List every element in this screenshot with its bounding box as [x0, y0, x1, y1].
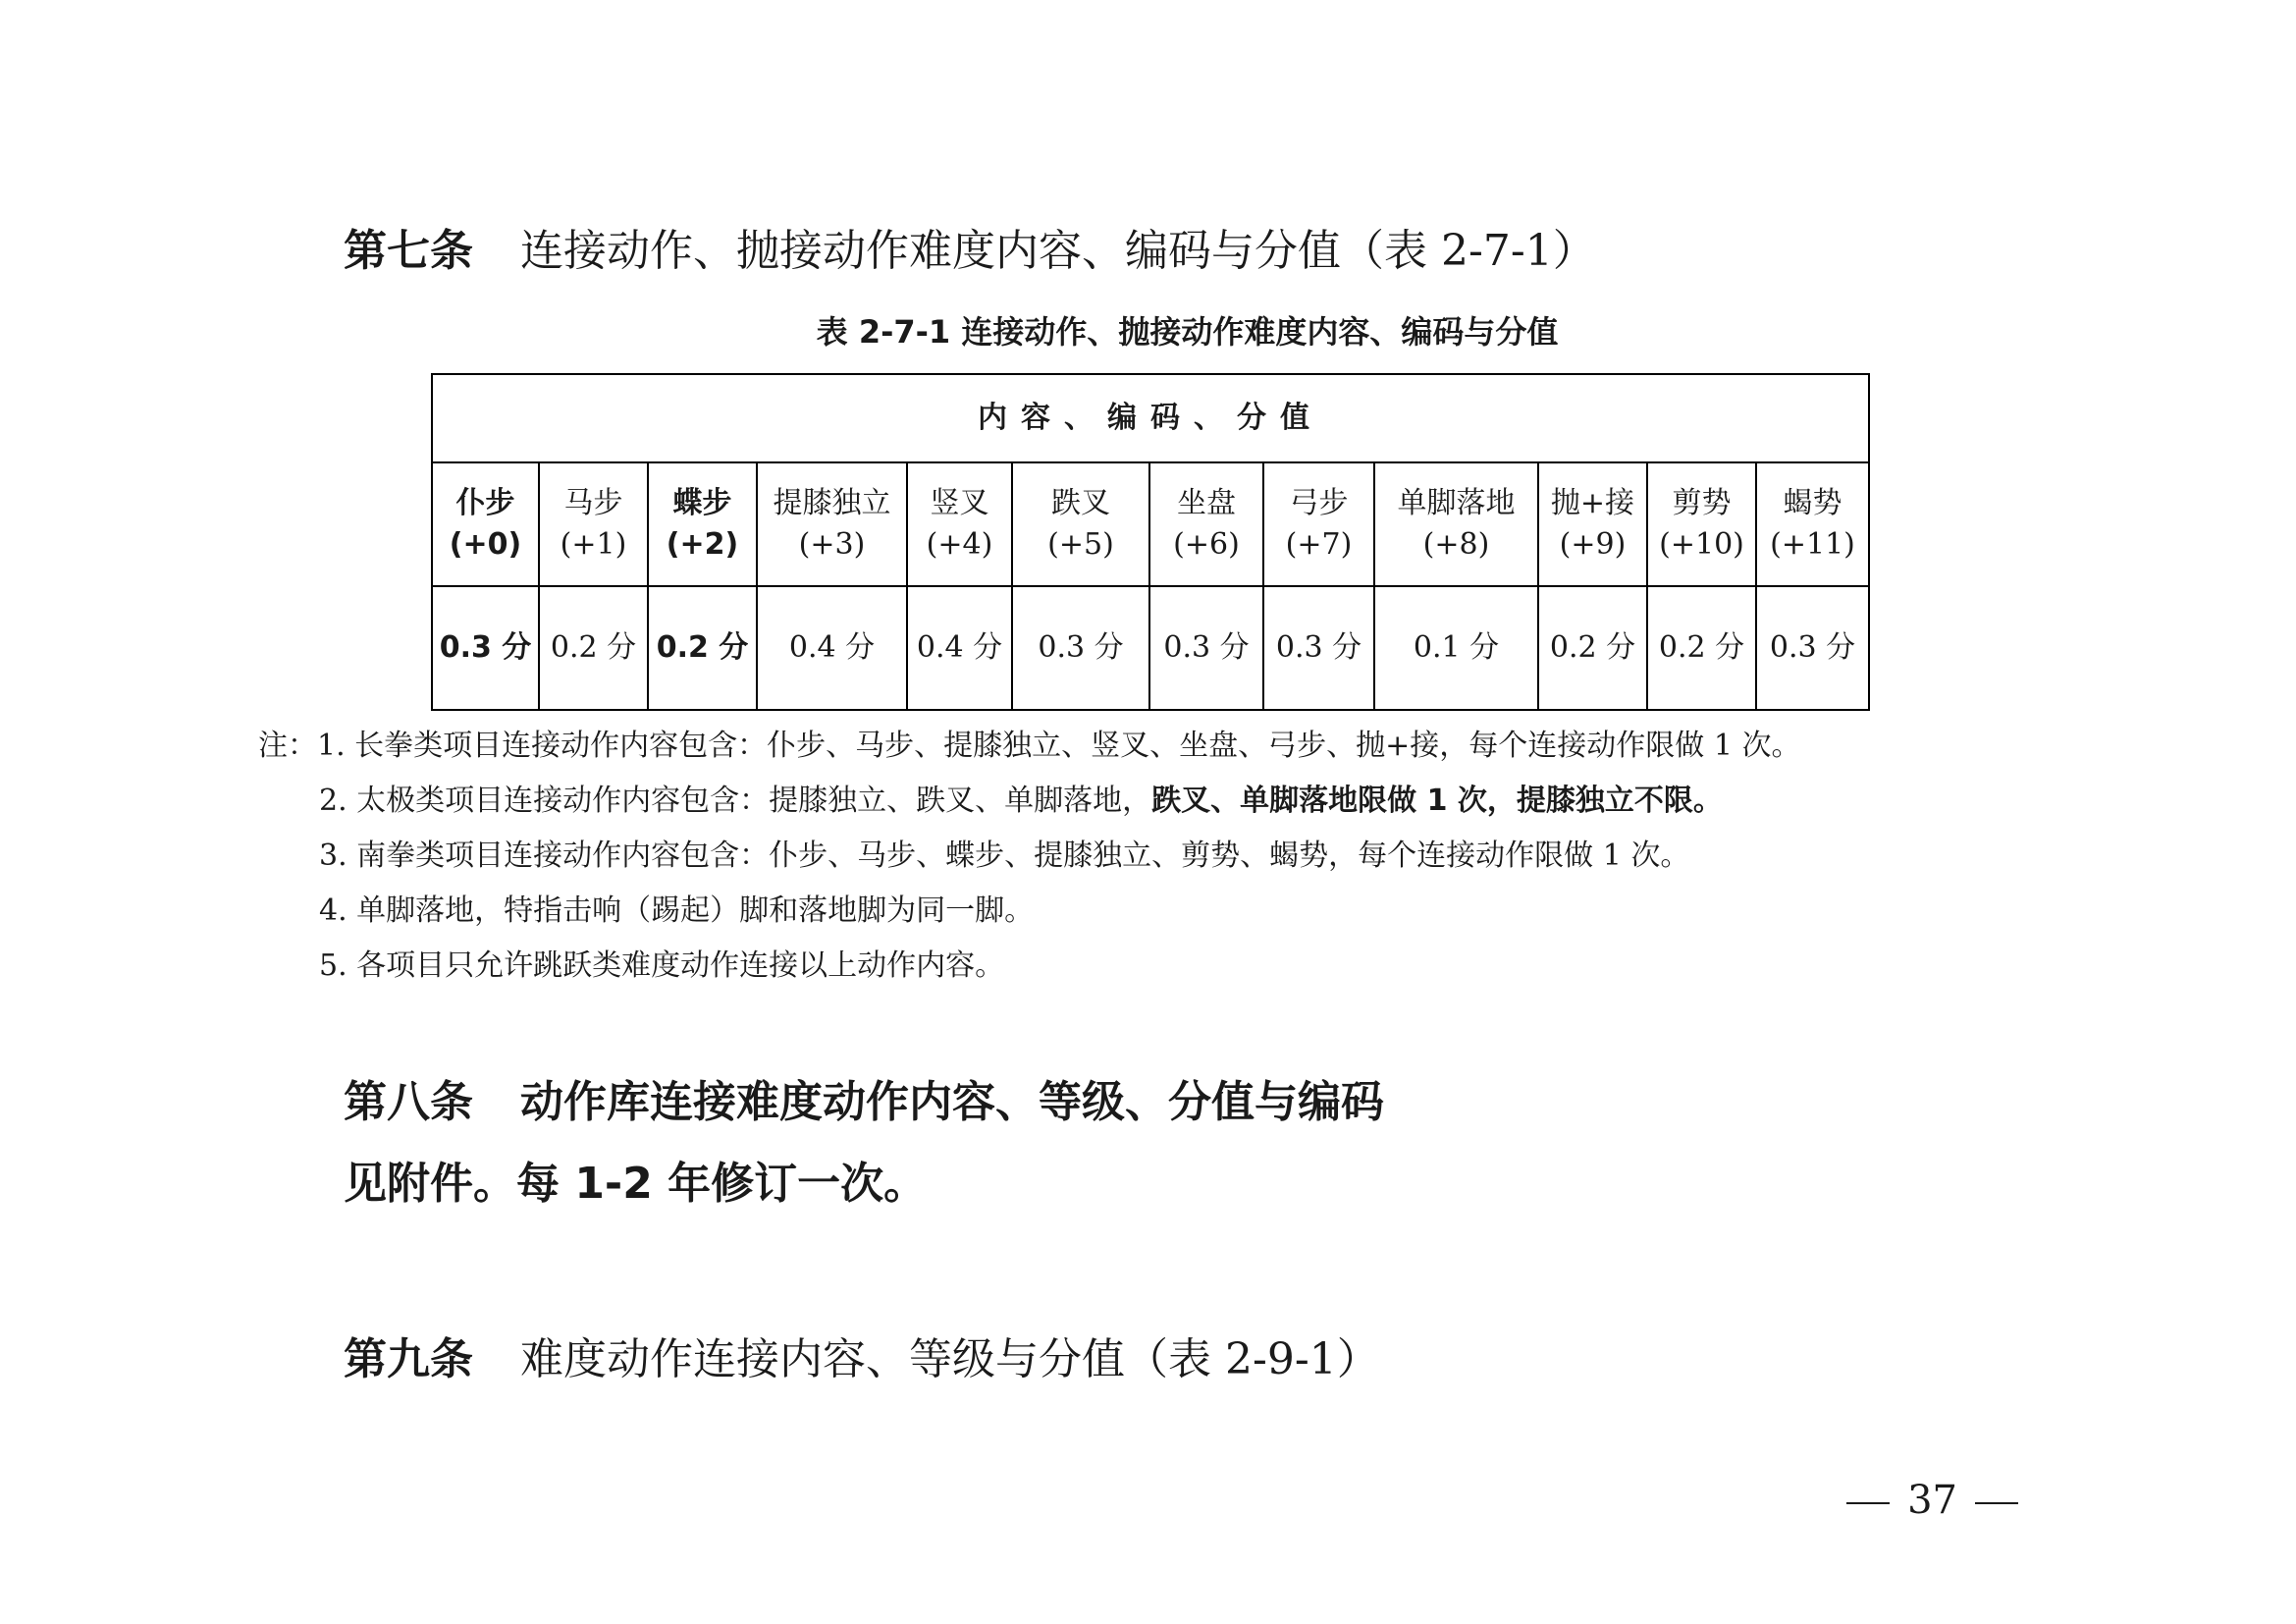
movement-cell [432, 462, 539, 586]
movement-code: (+1) [560, 527, 627, 562]
page-dash-right [1975, 1502, 2018, 1504]
note-4: 4. 单脚落地，特指击响（踢起）脚和落地脚为同一脚。 [319, 893, 1035, 928]
note-2 [258, 774, 1800, 829]
movement-cell [1012, 462, 1149, 586]
movement-cell [1263, 462, 1374, 586]
movement-code: (+10) [1659, 527, 1744, 562]
page-number-text: 37 [1907, 1478, 1957, 1523]
article-8-text: 动作库连接难度动作内容、等级、分值与编码 [520, 1077, 1384, 1127]
movement-value: 0.2 分 [648, 586, 757, 710]
movement-cell [757, 462, 907, 586]
movement-name: 竖叉 [930, 486, 989, 520]
movement-code: (+5) [1047, 527, 1114, 562]
table-caption: 表 2-7-1 连接动作、抛接动作难度内容、编码与分值 [816, 313, 1559, 351]
movement-value: 0.1 分 [1374, 586, 1538, 710]
movement-code: (+2) [666, 527, 739, 562]
movement-code: (+7) [1285, 527, 1353, 562]
values-row [432, 586, 1869, 710]
movement-code: (+3) [798, 527, 866, 562]
movement-code: (+6) [1173, 527, 1240, 562]
movement-value: 0.3 分 [1756, 586, 1869, 710]
table-notes [258, 719, 1800, 994]
movement-value: 0.2 分 [1538, 586, 1647, 710]
movement-name: 抛+接 [1550, 486, 1635, 520]
movement-cell [1149, 462, 1263, 586]
movement-name: 跌叉 [1051, 486, 1110, 520]
movement-value: 0.4 分 [907, 586, 1012, 710]
movement-name: 马步 [563, 486, 623, 520]
page-dash-left [1846, 1502, 1890, 1504]
movement-name: 弓步 [1289, 486, 1349, 520]
movement-code: (+8) [1422, 527, 1490, 562]
movement-value: 0.3 分 [1263, 586, 1374, 710]
note-1: 注：1. 长拳类项目连接动作内容包含：仆步、马步、提膝独立、竖叉、坐盘、弓步、抛+接，每个连接动作限做 1 次。 [258, 729, 1801, 763]
movement-value: 0.3 分 [1149, 586, 1263, 710]
movement-name: 提膝独立 [773, 486, 891, 520]
movement-code: (+4) [926, 527, 993, 562]
movement-value: 0.2 分 [539, 586, 648, 710]
movement-value: 0.2 分 [1647, 586, 1756, 710]
note-5: 5. 各项目只允许跳跃类难度动作连接以上动作内容。 [319, 948, 1005, 983]
movement-code: (+11) [1770, 527, 1855, 562]
note-2-text: 2. 太极类项目连接动作内容包含：提膝独立、跌叉、单脚落地， [319, 784, 1152, 818]
article-9-label: 第九条 [344, 1334, 473, 1384]
movement-name: 坐盘 [1177, 486, 1236, 520]
movement-cell [648, 462, 757, 586]
note-2-emphasis: 跌叉、单脚落地限做 1 次，提膝独立不限。 [1151, 784, 1723, 818]
article-8-label: 第八条 [344, 1077, 473, 1127]
names-row [432, 462, 1869, 586]
movement-value: 0.3 分 [432, 586, 539, 710]
movement-code: (+0) [449, 527, 522, 562]
movement-cell [1647, 462, 1756, 586]
article-7-heading [344, 222, 1596, 281]
difficulty-table [431, 373, 1870, 711]
article-8-heading [344, 1073, 1384, 1132]
movement-value: 0.4 分 [757, 586, 907, 710]
movement-name: 蝶步 [672, 486, 732, 520]
article-8-line2: 见附件。每 1-2 年修订一次。 [344, 1159, 928, 1209]
article-9-text: 难度动作连接内容、等级与分值（表 2-9-1） [520, 1334, 1380, 1384]
page-number [1829, 1473, 2036, 1528]
article-9-heading [344, 1330, 1380, 1389]
movement-cell [907, 462, 1012, 586]
table-header: 内容、编码、分值 [432, 374, 1869, 462]
movement-name: 蝎势 [1783, 486, 1842, 520]
movement-name: 单脚落地 [1397, 486, 1516, 520]
movement-cell [1374, 462, 1538, 586]
article-7-text: 连接动作、抛接动作难度内容、编码与分值（表 2-7-1） [520, 226, 1596, 276]
note-3: 3. 南拳类项目连接动作内容包含：仆步、马步、蝶步、提膝独立、剪势、蝎势，每个连接动作限做 1 次。 [319, 839, 1690, 873]
article-7-label: 第七条 [344, 226, 473, 276]
movement-code: (+9) [1559, 527, 1627, 562]
movement-cell [1756, 462, 1869, 586]
movement-value: 0.3 分 [1012, 586, 1149, 710]
movement-cell [1538, 462, 1647, 586]
movement-cell [539, 462, 648, 586]
movement-name: 仆步 [455, 486, 515, 520]
movement-name: 剪势 [1672, 486, 1732, 520]
